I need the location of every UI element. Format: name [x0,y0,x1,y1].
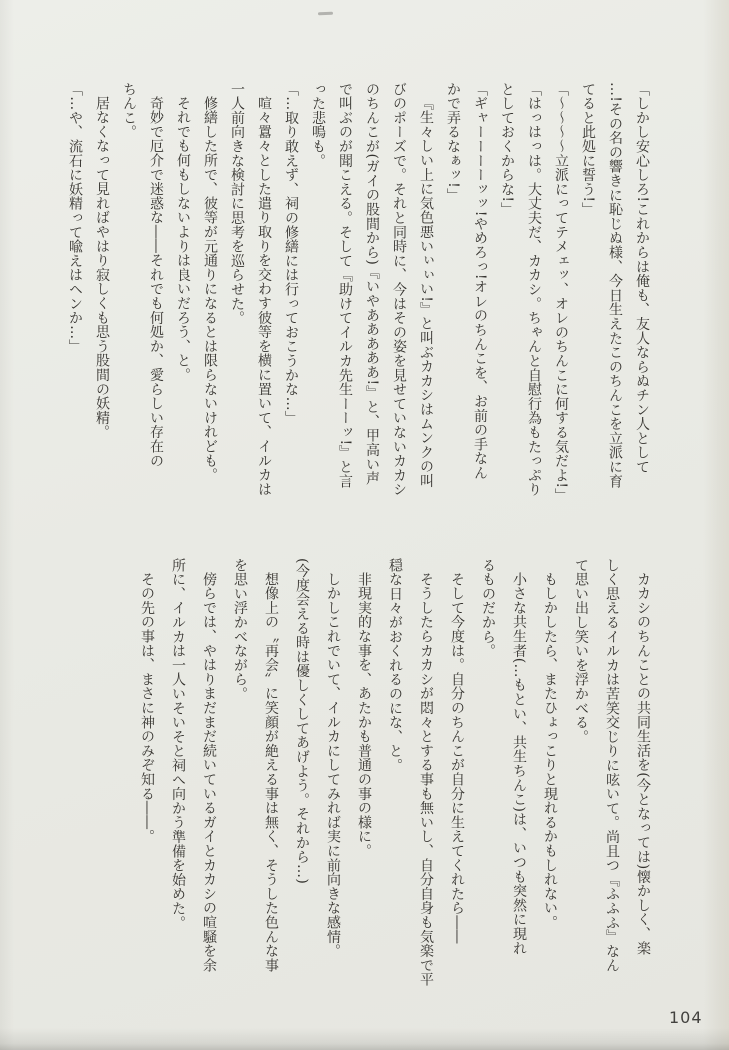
text-column: を思い浮かべながら。 [232,558,248,701]
text-column: しかしこれでいて、イルカにしてみれば実に前向きな感情。 [325,572,341,959]
text-column: 奇妙で厄介で迷惑な――それでも何処か、愛らしい存在の [148,96,164,468]
text-column: てると此処に誓う!」 [580,82,596,217]
text-column: としておくからな!」 [499,82,515,217]
text-column: 喧々囂々とした遣り取りを交わす彼等を横に置いて、イルカは [256,96,272,497]
text-column: もしかしたら、またひょっこりと現れるかもしれない。 [542,572,558,930]
upper-text-block [61,82,655,530]
text-column: 修繕した所で、彼等が元通りになるとは限らないけれども。 [202,96,218,483]
lower-text-block [131,558,658,1006]
text-column: 「…取り敢えず、祠の修繕には行っておこうかな…」 [283,82,299,426]
text-column: …!その名の響きに恥じぬ様、今日生えたこのちんこを立派に育 [607,82,623,489]
text-column: 傍らでは、やはりまだまだ続いているガイとカカシの喧騒を余 [201,572,217,973]
text-column: その先の事は、まさに神のみぞ知る――。 [139,572,155,844]
text-column: 「はっはっは。大丈夫だ、カカシ。ちゃんと自慰行為もたっぷり [526,82,542,497]
text-column: 「ギャーーーーッッ!やめろっ!オレのちんこを、お前の手なん [472,82,488,480]
top-edge-print-mark [318,12,333,16]
text-column: そして今度は。自分のちんこが自分に生えてくれたら―― [449,572,465,944]
text-column: で叫ぶのが聞こえる。そして『助けてイルカ先生ーーッ!』と言 [337,82,353,489]
text-column: かで弄るなぁッ!」 [445,82,461,203]
page-edge-shadow-left [0,0,14,1050]
page-edge-shadow-right [703,0,729,1050]
page-number: 104 [669,1008,703,1027]
text-column: 「しかし安心しろ!これからは俺も、友人ならぬチン人として [634,82,650,475]
text-column: 一人前向きな検討に思考を巡らせた。 [229,82,245,326]
page-edge-shadow-bottom [0,1028,729,1050]
text-column: 所に、イルカは一人いそいそと祠へ向かう準備を始めた。 [170,558,186,930]
text-column: 『生々しい上に気色悪いぃぃい!』と叫ぶカカシはムンクの叫 [418,96,434,489]
text-column: 非現実的な事を、あたかも普通の事の様に。 [356,572,372,858]
text-column: 「…や、流石に妖精って喩えはヘンか…」 [67,82,83,354]
text-column: それでも何もしないよりは良いだろう、と。 [175,96,191,382]
text-column: った悲鳴も。 [310,82,326,168]
text-column: びのポーズで。それと同時に、今はその姿を見せていないカカシ [391,82,407,497]
text-column: 想像上の〝再会〟に笑顔が絶える事は無く、そうした色んな事 [263,572,279,973]
text-column: るものだから。 [480,558,496,659]
text-column: しく思えるイルカは苦笑交じりに呟いて。尚且つ『ふふふ』なん [604,558,620,973]
text-column: 小さな共生者(…もとい、共生ちんこ)は、いつも突然に現れ [511,572,527,956]
text-column: カカシのちんことの共同生活を(今となっては)懐かしく、楽 [635,572,651,956]
text-column: ちんこ。 [121,82,137,140]
text-column: のちんこが(ガイの股間から)『いやあああああ!』と、甲高い声 [364,82,380,486]
text-column: 穏な日々がおくれるのにな、と。 [387,558,403,773]
text-column: (今度会える時は優しくしてあげよう。それから…) [294,558,310,885]
text-column: 「〜〜〜〜立派にってテメェッ、オレのちんこに何する気だよ!」 [553,82,569,503]
text-column: そうしたらカカシが悶々とする事も無いし、自分自身も気楽で平 [418,572,434,987]
text-column: て思い出し笑いを浮かべる。 [573,558,589,744]
text-column: 居なくなって見ればやはり寂しくも思う股間の妖精。 [94,96,110,440]
